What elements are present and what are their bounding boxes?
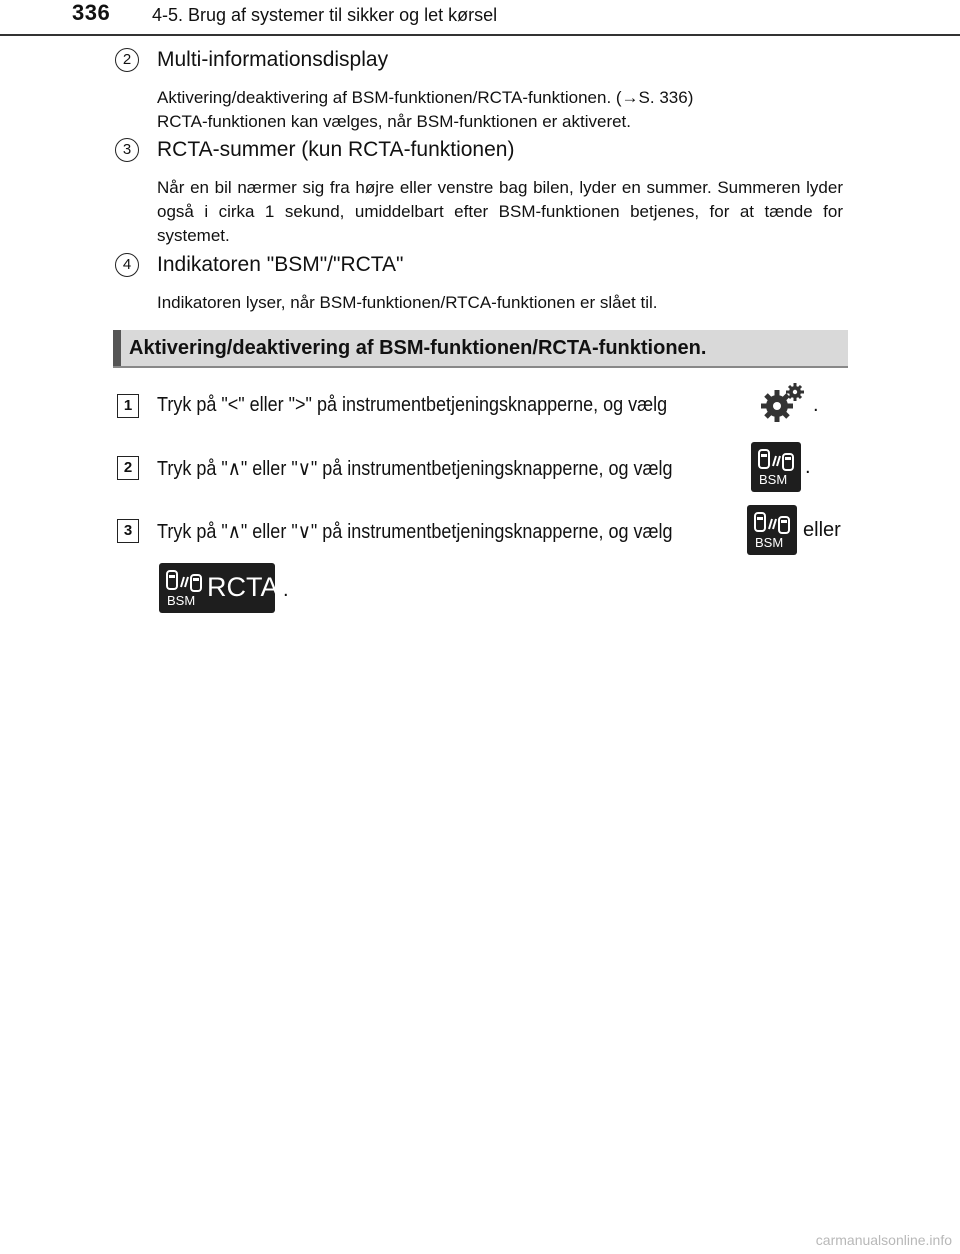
chapter-title: 4-5. Brug af systemer til sikker og let kørsel xyxy=(152,5,498,25)
section-title: Aktivering/deaktivering af BSM-funktionen/RCTA-funktionen. xyxy=(129,337,707,359)
bsm-label: BSM xyxy=(167,593,196,608)
item-number-badge: 2 xyxy=(115,48,139,72)
settings-gear-icon xyxy=(757,382,807,429)
bsm-button-icon xyxy=(751,442,801,492)
bsm-label: BSM xyxy=(755,535,784,550)
step-suffix: eller xyxy=(803,519,841,541)
step-text: Tryk på "∧" eller "∨" på instrumentbetjeningsknapperne, og vælg xyxy=(157,458,673,480)
step-text: Tryk på "∧" eller "∨" på instrumentbetjeningsknapperne, og vælg xyxy=(157,521,673,543)
bsm-label: BSM xyxy=(759,472,788,487)
step-number-badge: 3 xyxy=(117,519,139,543)
item-body-line: Når en bil nærmer sig fra højre eller venstre bag bilen, lyder en summer. Summeren lyder også i cirka 1 sekund, umiddelbart efter BSM-funktionen betjenes, for at tænde for systemet. xyxy=(157,178,843,245)
item-body-line: Indikatoren lyser, når BSM-funktionen/RTCA-funktionen er slået til. xyxy=(157,293,658,312)
step-suffix: . xyxy=(813,394,819,416)
step-number-badge: 2 xyxy=(117,456,139,480)
watermark: carmanualsonline.info xyxy=(815,1232,952,1248)
header-rule xyxy=(0,34,960,36)
item-title: Indikatoren "BSM"/"RCTA" xyxy=(157,253,404,276)
step-text: Tryk på "<" eller ">" på instrumentbetjeningsknapperne, og vælg xyxy=(157,394,668,416)
item-body xyxy=(157,291,843,315)
item-title: RCTA-summer (kun RCTA-funktionen) xyxy=(157,138,515,161)
bsm-rcta-button-icon xyxy=(159,563,279,613)
step-suffix: . xyxy=(283,579,289,601)
section-heading xyxy=(113,330,848,368)
section-accent-bar xyxy=(113,330,121,366)
item-number-badge: 3 xyxy=(115,138,139,162)
item-title: Multi-informationsdisplay xyxy=(157,48,389,71)
item-number-badge: 4 xyxy=(115,253,139,277)
item-body-line: Aktivering/deaktivering af BSM-funktionen/RCTA-funktionen. (→S. 336) xyxy=(157,88,694,107)
page-header xyxy=(0,0,960,36)
step-suffix: . xyxy=(805,456,811,478)
rcta-label: RCTA xyxy=(207,572,279,602)
item-body xyxy=(157,86,843,134)
item-body-line: RCTA-funktionen kan vælges, når BSM-funktionen er aktiveret. xyxy=(157,112,632,131)
item-body xyxy=(157,176,843,248)
bsm-button-icon xyxy=(747,505,797,555)
step-number-badge: 1 xyxy=(117,394,139,418)
page-number: 336 xyxy=(72,0,111,25)
